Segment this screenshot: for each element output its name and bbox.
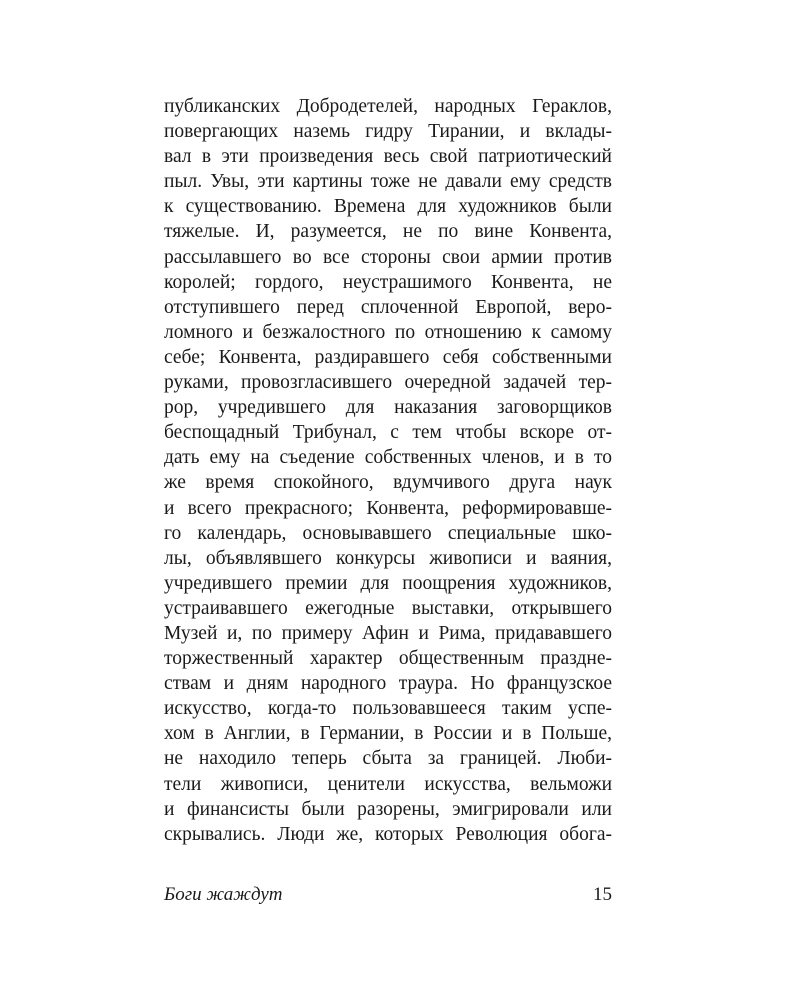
- text-line: устраивавшего ежегодные выставки, открывшего: [164, 597, 612, 619]
- text-line: искусство, когда-то пользовавшееся таким успе-: [164, 698, 612, 720]
- text-line: к существованию. Времена для художников были: [164, 196, 612, 218]
- text-line: отступившего перед сплоченной Европой, веро-: [164, 296, 612, 318]
- text-line: тяжелые. И, разумеется, не по вине Конвента,: [164, 221, 612, 243]
- text-line: же время спокойного, вдумчивого друга наук: [164, 472, 612, 494]
- text-line: и финансисты были разорены, эмигрировали или: [164, 798, 612, 820]
- text-line: ствам и дням народного траура. Но французское: [164, 673, 612, 695]
- text-line: скрывались. Люди же, которых Революция обога-: [164, 823, 612, 845]
- body-text: [164, 94, 612, 847]
- text-line: учредившего премии для поощрения художников,: [164, 572, 612, 594]
- text-line: тели живописи, ценители искусства, вельможи: [164, 773, 612, 795]
- text-line: повергающих наземь гидру Тирании, и вклады-: [164, 121, 612, 143]
- text-line: Музей и, по примеру Афин и Рима, придававшего: [164, 622, 612, 644]
- text-line: го календарь, основывавшего специальные шко-: [164, 522, 612, 544]
- text-line: и всего прекрасного; Конвента, реформировавше-: [164, 497, 612, 519]
- page-number: 15: [593, 884, 612, 905]
- text-line: публиканских Добродетелей, народных Гераклов,: [164, 96, 612, 117]
- text-line: рассылавшего во все стороны свои армии против: [164, 246, 612, 268]
- text-line: торжественный характер общественным праздне-: [164, 648, 612, 670]
- text-line: хом в Англии, в Германии, в России и в Польше,: [164, 723, 612, 745]
- text-line: не находило теперь сбыта за границей. Люби-: [164, 748, 612, 770]
- text-line: королей; гордого, неустрашимого Конвента, не: [164, 271, 612, 293]
- text-line: дать ему на съедение собственных членов, и в то: [164, 447, 612, 469]
- text-line: пыл. Увы, эти картины тоже не давали ему средств: [164, 171, 612, 193]
- text-line: беспощадный Трибунал, с тем чтобы вскоре от-: [164, 422, 612, 444]
- text-line: лы, объявлявшего конкурсы живописи и ваяния,: [164, 547, 612, 569]
- running-title: Боги жаждут: [164, 884, 283, 905]
- text-line: ломного и безжалостного по отношению к самому: [164, 321, 612, 343]
- page-footer: [164, 884, 612, 910]
- text-line: вал в эти произведения весь свой патриотический: [164, 146, 612, 168]
- text-line: руками, провозгласившего очередной задачей тер-: [164, 372, 612, 394]
- text-line: себе; Конвента, раздиравшего себя собственными: [164, 346, 612, 368]
- text-line: рор, учредившего для наказания заговорщиков: [164, 397, 612, 419]
